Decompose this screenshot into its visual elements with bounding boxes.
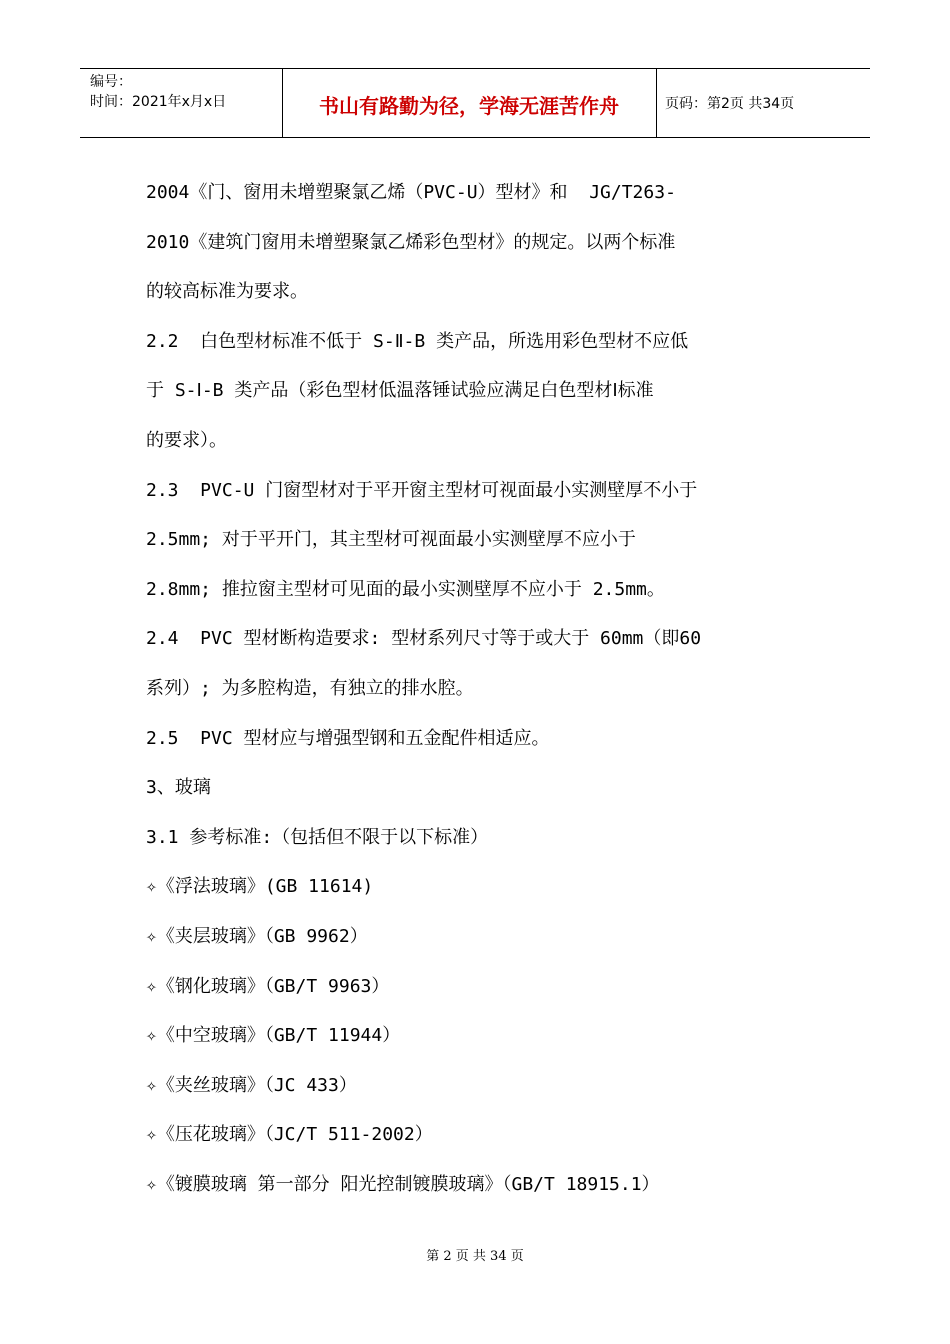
body-line: 3.1 参考标准:（包括但不限于以下标准） [146, 826, 489, 848]
standard-list-item: ✧《夹层玻璃》（GB 9962） [146, 925, 368, 947]
body-line: 2.5 PVC 型材应与增强型钢和五金配件相适应。 [146, 727, 550, 749]
header-motto: 书山有路勤为径，学海无涯苦作舟 [319, 94, 619, 118]
body-line: 2.8mm; 推拉窗主型材可见面的最小实测壁厚不应小于 2.5mm。 [146, 578, 665, 600]
serial-number-label: 编号： [90, 74, 132, 90]
header-meta-cell [80, 69, 283, 137]
page-footer: 第 2 页 共 34 页 [426, 1249, 524, 1264]
standard-list-item: ✧《中空玻璃》（GB/T 11944） [146, 1025, 401, 1047]
standard-list-item: ✧《钢化玻璃》（GB/T 9963） [146, 975, 390, 997]
body-line: 2.2 白色型材标准不低于 S-Ⅱ-B 类产品，所选用彩色型材不应低 [146, 330, 689, 352]
document-body [146, 180, 806, 1221]
standard-list-item: ✧《镀膜玻璃 第一部分 阳光控制镀膜玻璃》（GB/T 18915.1） [146, 1173, 660, 1195]
body-line: 的较高标准为要求。 [146, 281, 308, 303]
section-heading: 3、玻璃 [146, 777, 211, 799]
body-line: 2.3 PVC-U 门窗型材对于平开窗主型材可视面最小实测壁厚不小于 [146, 479, 698, 501]
header-motto-cell [282, 69, 657, 137]
header-page-cell [657, 69, 870, 137]
body-line: 2.4 PVC 型材断构造要求: 型材系列尺寸等于或大于 60mm（即60 [146, 628, 702, 650]
body-line: 2010《建筑门窗用未增塑聚氯乙烯彩色型材》的规定。以两个标准 [146, 231, 676, 253]
body-line: 2004《门、窗用未增塑聚氯乙烯（PVC-U）型材》和 JG/T263- [146, 182, 676, 203]
standard-list-item: ✧《压花玻璃》（JC/T 511-2002） [146, 1124, 433, 1146]
standard-list-item: ✧《夹丝玻璃》（JC 433） [146, 1074, 357, 1096]
page-header [80, 68, 870, 138]
date-label: 时间：2021年x月x日 [90, 94, 227, 110]
standard-list-item: ✧《浮法玻璃》(GB 11614) [146, 876, 374, 898]
body-line: 2.5mm; 对于平开门，其主型材可视面最小实测壁厚不应小于 [146, 529, 636, 551]
header-page-info: 页码：第2页 共34页 [665, 96, 795, 112]
body-line: 的要求）。 [146, 429, 227, 451]
body-line: 系列）; 为多腔构造，有独立的排水腔。 [146, 677, 474, 699]
body-line: 于 S-Ⅰ-B 类产品（彩色型材低温落锤试验应满足白色型材Ⅰ标准 [146, 380, 654, 402]
